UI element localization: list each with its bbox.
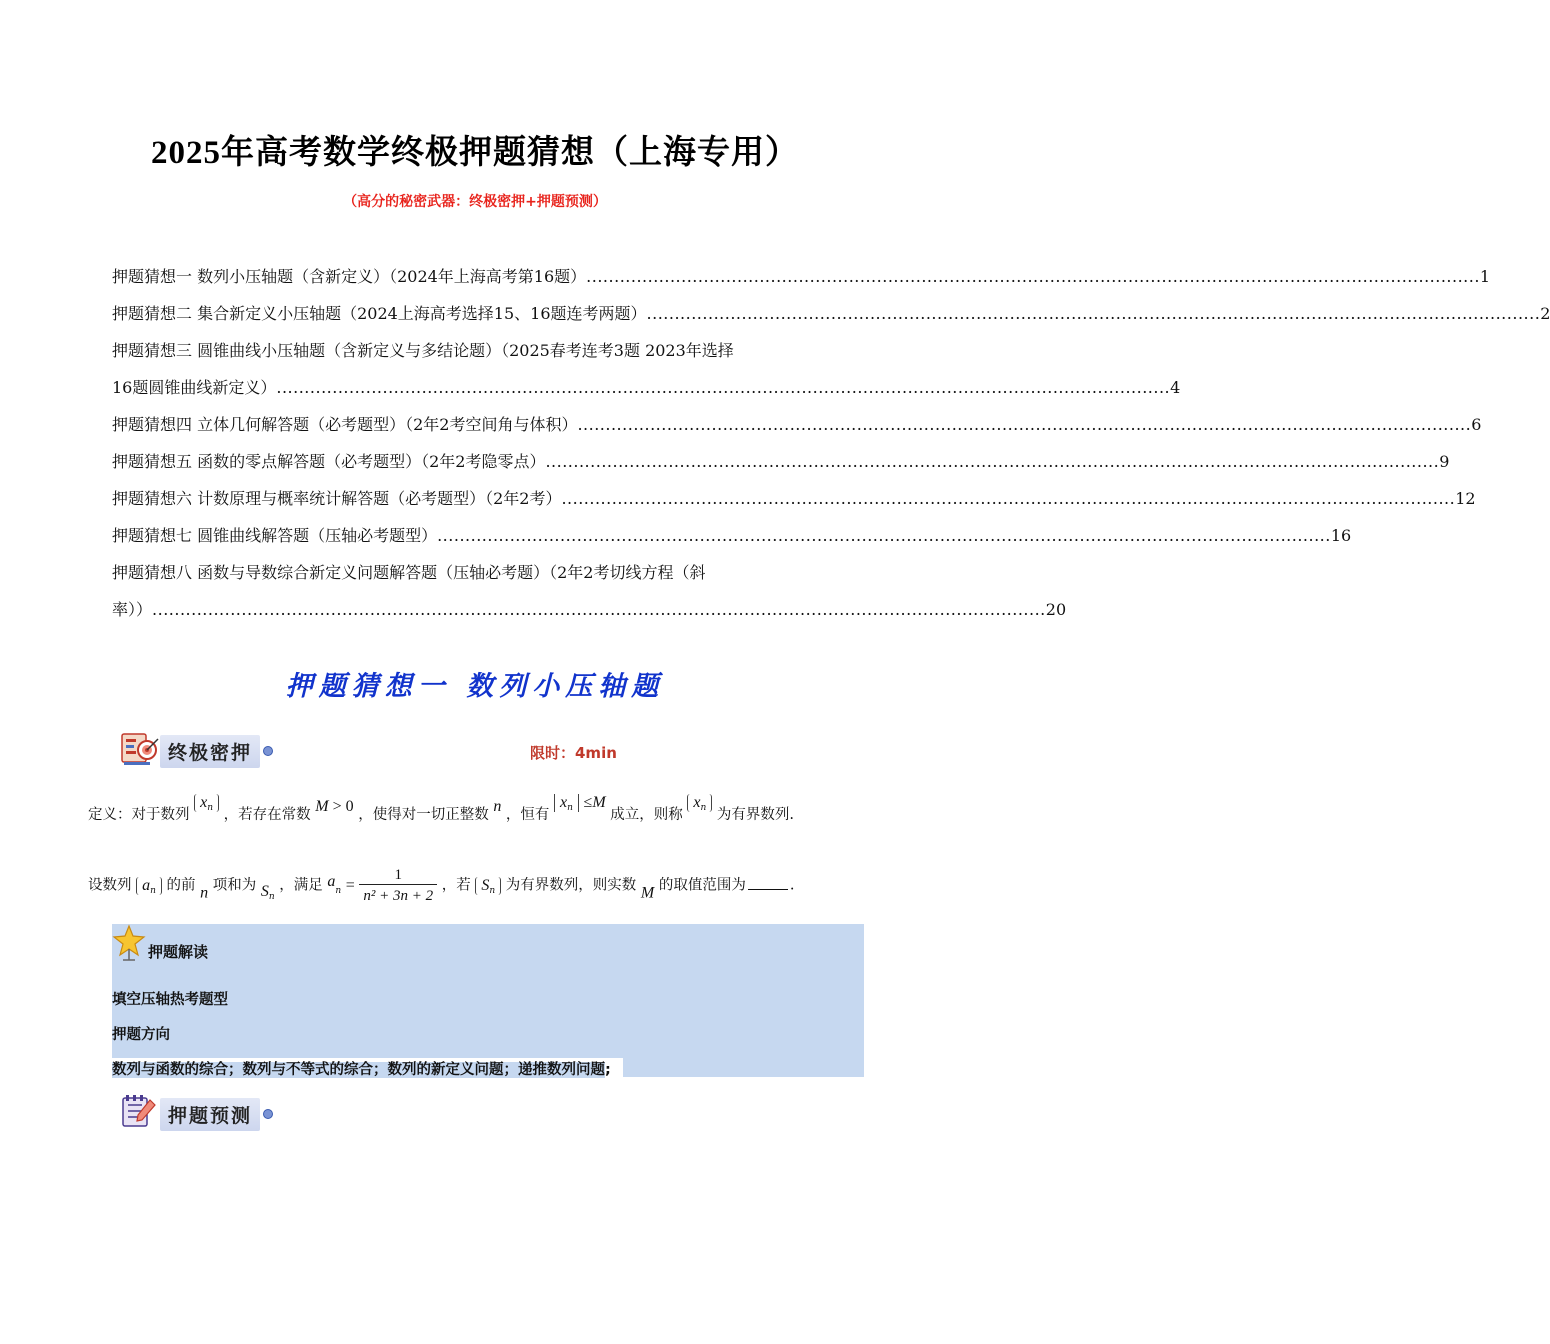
math-var: x <box>693 794 701 811</box>
math-op: ≤ <box>583 794 593 811</box>
analysis-title: 押题解读 <box>148 943 209 961</box>
toc-entry-text: 押题猜想六 计数原理与概率统计解答题（必考题型）（2年2考） <box>112 489 562 508</box>
math-sub: n <box>335 885 342 896</box>
text-span: 为有界数列，则实数 <box>505 877 637 894</box>
sequence-s <box>475 877 501 895</box>
banner-dot-icon <box>263 746 273 756</box>
banner-label: 押题预测 <box>160 1098 260 1131</box>
toc-page-number: 9 <box>1439 452 1450 471</box>
math-inequality <box>554 795 606 811</box>
math-var: n <box>200 884 209 902</box>
direction-label: 押题方向 <box>112 1027 170 1043</box>
table-of-contents <box>112 258 1550 628</box>
direction-value: 数列与函数的综合；数列与不等式的综合；数列的新定义问题；递推数列问题 <box>112 1062 605 1078</box>
math-var: S <box>481 876 490 894</box>
toc-entry-7[interactable] <box>112 517 1352 554</box>
toc-page-number: 12 <box>1455 489 1476 508</box>
toc-page-number: 6 <box>1471 415 1482 434</box>
fraction-denominator: n² + 3n + 2 <box>359 884 437 905</box>
sum-s <box>261 884 275 900</box>
fraction <box>359 866 437 905</box>
math-sub: n <box>207 803 214 813</box>
toc-entry-6[interactable] <box>112 480 1476 517</box>
text-span: ，若 <box>441 877 471 894</box>
math-var: M <box>592 794 606 811</box>
math-var: S <box>260 882 269 900</box>
problem-question <box>88 866 794 905</box>
problem-definition <box>88 794 794 824</box>
math-sub: n <box>150 885 156 896</box>
toc-page-number: 16 <box>1330 526 1352 545</box>
text-span: 定义：对于数列 <box>88 807 190 823</box>
toc-leader-dots: ................................................................................................................................................................ <box>437 526 1331 545</box>
sequence-x <box>194 794 219 812</box>
toc-entry-3-line1[interactable]: 押题猜想三 圆锥曲线小压轴题（含新定义与多结论题）（2025春考连考3题 2023年选择 <box>112 341 734 360</box>
toc-leader-dots: ................................................................................................................................................................ <box>561 489 1456 508</box>
toc-page-number: 4 <box>1170 378 1181 397</box>
toc-entry-text: 押题猜想一 数列小压轴题（含新定义）（2024年上海高考第16题） <box>112 267 587 286</box>
toc-entry-text: 押题猜想七 圆锥曲线解答题（压轴必考题型） <box>112 526 438 545</box>
math-var: x <box>560 794 568 811</box>
text-span: ，恒有 <box>505 807 550 823</box>
banner-label: 终极密押 <box>160 735 260 768</box>
text-span: ，满足 <box>279 877 323 894</box>
toc-entry-text: 押题猜想二 集合新定义小压轴题（2024上海高考选择15、16题连考两题） <box>112 304 647 323</box>
answer-blank[interactable] <box>748 889 788 890</box>
text-span: ，若存在常数 <box>223 807 311 823</box>
banner-dot-icon <box>263 1109 273 1119</box>
math-op: > 0 <box>332 798 354 815</box>
toc-leader-dots: ................................................................................................................................................................ <box>545 452 1440 471</box>
math-sub: n <box>567 803 573 813</box>
text-span: 的取值范围为 <box>658 877 746 894</box>
toc-entry-8-line1[interactable]: 押题猜想八 函数与导数综合新定义问题解答题（压轴必考题）（2年2考切线方程（斜 <box>112 563 706 582</box>
recurrence-formula <box>327 867 441 904</box>
toc-entry-text: 押题猜想四 立体几何解答题（必考题型）（2年2考空间角与体积） <box>112 415 578 434</box>
toc-page-number: 1 <box>1479 267 1491 286</box>
toc-entry-4[interactable] <box>112 406 1482 443</box>
time-limit: 限时：4min <box>530 744 617 762</box>
toc-entry-8[interactable] <box>112 591 1067 628</box>
toc-entry-3[interactable] <box>112 369 1181 406</box>
star-icon <box>112 924 146 966</box>
question-type: 填空压轴热考题型 <box>112 992 228 1008</box>
sequence-a <box>136 877 162 895</box>
toc-leader-dots: ................................................................................................................................................................ <box>276 378 1171 397</box>
banner-prediction <box>120 1094 273 1134</box>
direction-text <box>112 1058 623 1079</box>
math-var: a <box>327 872 336 890</box>
math-sub: n <box>489 885 496 896</box>
math-var: x <box>200 794 208 811</box>
toc-leader-dots: ................................................................................................................................................................ <box>577 415 1472 434</box>
math-var: M <box>640 884 655 902</box>
toc-entry-2[interactable] <box>112 295 1550 332</box>
document-title: 2025年高考数学终极押题猜想（上海专用） <box>151 135 799 171</box>
toc-leader-dots: ................................................................................................................................................................ <box>646 304 1541 323</box>
text-span: 项和为 <box>212 877 257 894</box>
toc-entry-text: 押题猜想五 函数的零点解答题（必考题型）（2年2考隐零点） <box>112 452 546 471</box>
math-sub: n <box>268 891 275 902</box>
math-op: = <box>345 876 355 894</box>
math-sub: n <box>700 803 707 813</box>
abs-x <box>554 794 579 812</box>
math-var: a <box>142 876 151 894</box>
math-constant <box>315 798 353 815</box>
notepad-icon <box>120 1094 160 1134</box>
sequence-x <box>687 794 712 812</box>
math-var: n <box>493 798 502 815</box>
text-span: . <box>789 877 795 894</box>
target-icon <box>120 731 160 771</box>
toc-entry-text: 16题圆锥曲线新定义） <box>112 378 277 397</box>
text-span: 为有界数列. <box>716 807 794 823</box>
section-heading: 押题猜想一 数列小压轴题 <box>285 671 665 702</box>
text-span: 的前 <box>166 877 196 894</box>
toc-entry-5[interactable] <box>112 443 1450 480</box>
banner-final-prediction <box>120 731 273 771</box>
text-span: 设数列 <box>88 877 132 894</box>
toc-page-number: 20 <box>1045 600 1067 619</box>
fraction-numerator: 1 <box>394 867 403 883</box>
toc-entry-1[interactable] <box>112 258 1491 295</box>
toc-leader-dots: ................................................................................................................................................................ <box>586 267 1480 286</box>
direction-end: ; <box>605 1062 611 1078</box>
text-span: ，使得对一切正整数 <box>358 807 489 823</box>
toc-leader-dots: ................................................................................................................................................................ <box>152 600 1046 619</box>
toc-page-number: 2 <box>1540 304 1550 323</box>
document-subtitle: （高分的秘密武器：终极密押+押题预测） <box>343 194 607 210</box>
toc-entry-text: 率）） <box>112 600 153 619</box>
text-span: 成立，则称 <box>610 807 683 823</box>
math-var: M <box>315 798 329 815</box>
